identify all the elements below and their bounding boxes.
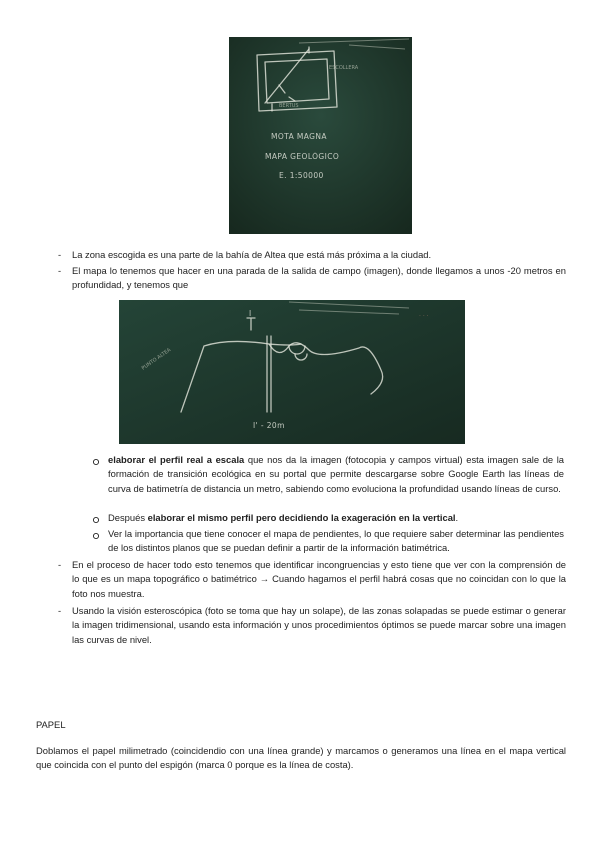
chalkboard-map-drawing [229,37,412,234]
chalkboard-photo-map [229,37,412,234]
chalkboard-photo-profile [119,300,465,444]
chalk-line-3: E. 1:50000 [279,171,324,180]
circle-bullet-icon [92,458,100,466]
sub-bullet-elaborar-rest: que nos da la imagen (fotocopia y campos virtual) esta imagen sale de la formación de transición ecológica en su portal que permite descargarse sobre Google Earth las líneas de curva de batimetría de distancia un metro, sabiendo como evoluciona la profundidad usando líneas de curso. [108,454,565,494]
chalk-depth-label: I' - 20m [253,421,285,430]
sub-bullet-despues [108,511,564,525]
section-title-papel: PAPEL [36,719,66,730]
chalk-punto-label: PUNTO ALTEA [140,347,173,372]
bullet-mapa: El mapa lo tenemos que hacer en una parada de la salida de campo (imagen), donde llegamos a unos -20 metros en profundidad, y tenemos que [72,265,566,291]
sub-bullet-despues-pre: Después [108,512,148,523]
chalk-line-2: MAPA GEOLÓGICO [265,152,340,161]
label-bertus: BERTUS [279,103,299,109]
bullet-dash: - [58,249,62,260]
bullet-dash: - [58,605,62,616]
paragraph-papel: Doblamos el papel milimetrado (coincidendio con una línea grande) y marcamos o generamos una línea en el mapa vertical que coincida con el punto del espigón (marca 0 porque es la línea de costa). [36,745,566,771]
bullet-dash: - [58,265,62,276]
sub-bullet-elaborar [108,453,564,496]
sub-bullet-importancia: Ver la importancia que tiene conocer el mapa de pendientes, lo que requiere saber determinar las pendientes de los distintos planos que se puedan definir a partir de la información batimétrica. [108,528,564,554]
bullet-dash: - [58,559,62,570]
chalkboard-profile-drawing [119,300,465,444]
bullet-proceso: En el proceso de hacer todo esto tenemos que identificar incongruencias y esto tiene que ver con la comprensión de lo que es un mapa topográfico o batimétrico → Cuando hagamos el perfil habrá cosas que no coincidan con lo que la foto nos muestra. [72,559,566,599]
sub-bullet-despues-bold: elaborar el mismo perfil pero decidiendo la exageración en la vertical [147,512,456,523]
svg-text:· · ·: · · · [419,313,429,320]
circle-bullet-icon [92,532,100,540]
chalk-i-label: I [249,309,252,318]
circle-bullet-icon [92,516,100,524]
chalk-line-1: MOTA MAGNA [271,132,327,141]
label-escollera: ESCOLLERA [329,65,359,71]
sub-bullet-elaborar-bold: elaborar el perfil real a escala [108,454,245,465]
bullet-vision: Usando la visión esteroscópica (foto se toma que hay un solape), de las zonas solapadas se puede estimar o generar la imagen tridimensional, usando esta información y unos procedimientos óptimos se puede marcar sobre una imagen las curvas de nivel. [72,605,566,645]
sub-bullet-despues-rest: . [455,512,459,523]
bullet-zona: La zona escogida es una parte de la bahía de Altea que está más próxima a la ciudad. [72,249,432,260]
